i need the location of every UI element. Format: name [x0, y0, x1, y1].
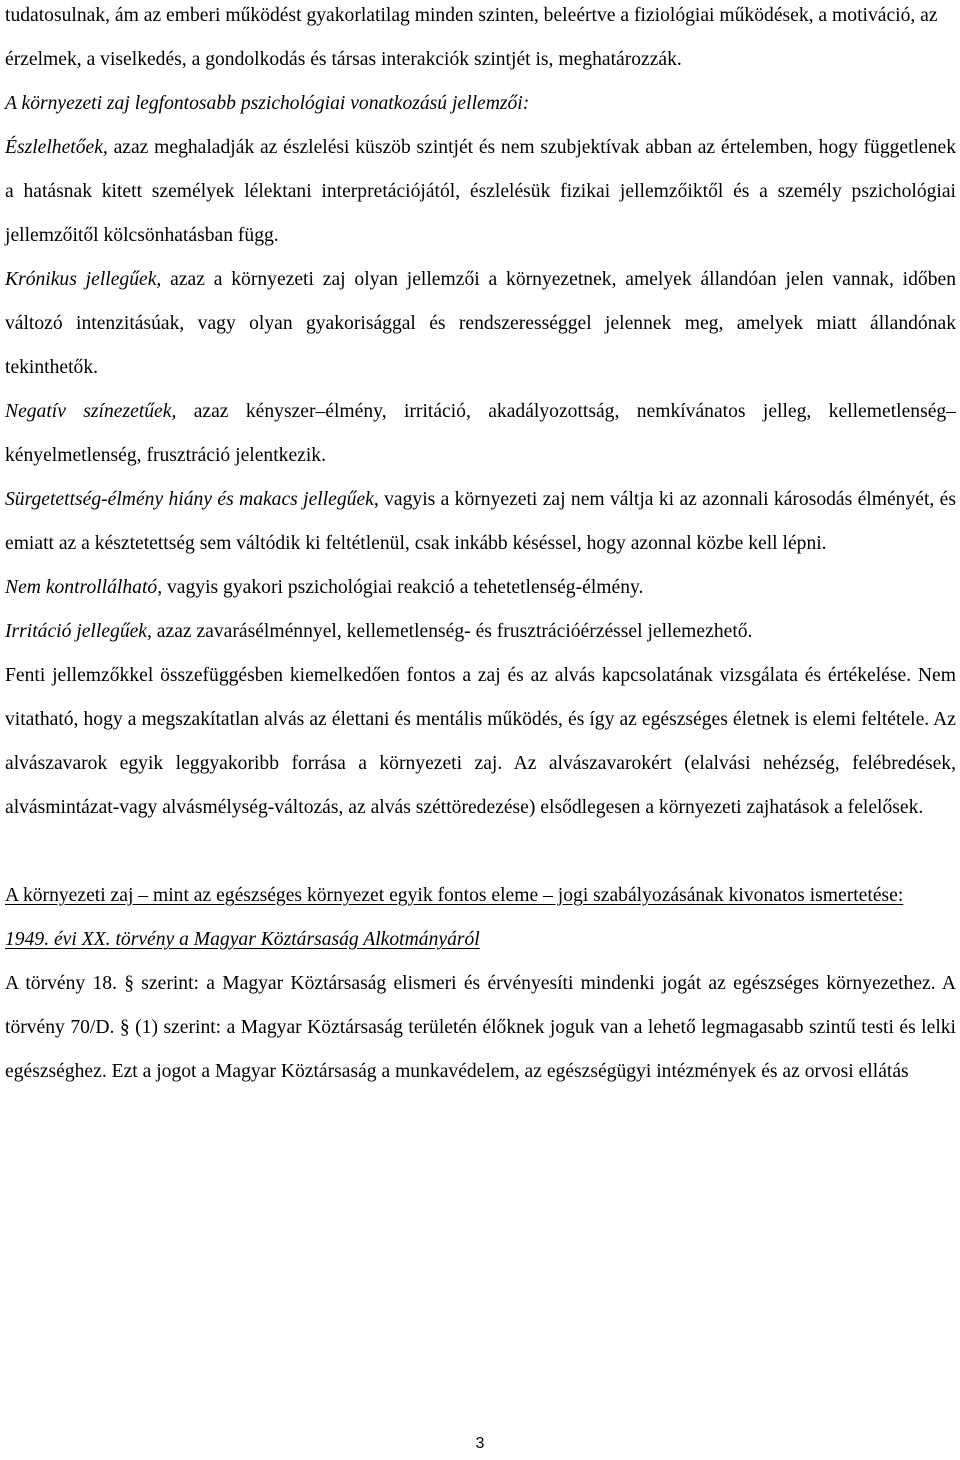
characteristic-label: Negatív színezetűek, [5, 401, 177, 422]
characteristic-label: Krónikus jellegűek, [5, 269, 162, 290]
law-paragraph: A törvény 18. § szerint: a Magyar Köztársaság elismeri és érvényesíti mindenki jogát az egészséges környezethez. A törvény 70/D. § (1) szerint: a Magyar Köztársaság területén élőknek joguk van a lehető legmagasabb szintű testi és lelki egészséghez. Ezt a jogot a Magyar Köztársaság a munkavédelem, az egészségügyi intézmények és az orvosi ellátás [5, 973, 956, 1082]
law-title: 1949. évi XX. törvény a Magyar Köztársaság Alkotmányáról [5, 929, 480, 950]
characteristic-item [5, 566, 956, 610]
characteristic-item [5, 126, 956, 258]
characteristic-item [5, 478, 956, 566]
legal-section-heading: A környezeti zaj – mint az egészséges környezet egyik fontos eleme – jogi szabályozásának kivonatos ismertetése: [5, 885, 904, 906]
intro-paragraph: tudatosulnak, ám az emberi működést gyakorlatilag minden szinten, beleértve a fiziológiai működések, a motiváció, az érzelmek, a viselkedés, a gondolkodás és társas interakciók szintjét is, meghatározzák. [5, 5, 938, 70]
document-body [5, 0, 956, 1094]
page-number: 3 [475, 1435, 485, 1452]
characteristic-text: azaz kényszer–élmény, irritáció, akadályozottság, nemkívánatos jelleg, kellemetlenség–kényelmetlenség, frusztráció jelentkezik. [5, 401, 956, 466]
characteristic-label: Irritáció jellegűek, [5, 621, 152, 642]
characteristic-label: Észlelhetőek, [5, 137, 108, 158]
characteristics-heading: A környezeti zaj legfontosabb pszichológiai vonatkozású jellemzői: [5, 93, 530, 114]
summary-paragraph: Fenti jellemzőkkel összefüggésben kiemelkedően fontos a zaj és az alvás kapcsolatának vizsgálata és értékelése. Nem vitatható, hogy a megszakítatlan alvás az élettani és mentális működés, és így az egészséges életnek is elemi feltétele. Az alvászavarok egyik leggyakoribb forrása a környezeti zaj. Az alvászavarokért (elalvási nehézség, felébredések, alvásmintázat-vagy alvásmélység-változás, az alvás széttöredezése) elsődlegesen a környezeti zajhatások a felelősek. [5, 665, 956, 818]
law-title-line [5, 918, 956, 962]
characteristic-label: Sürgetettség-élmény hiány és makacs jellegűek, [5, 489, 379, 510]
characteristic-text: azaz zavarásélménnyel, kellemetlenség- és frusztrációérzéssel jellemezhető. [151, 621, 753, 642]
characteristic-label: Nem kontrollálható, [5, 577, 163, 598]
characteristic-item [5, 610, 956, 654]
characteristic-item [5, 258, 956, 390]
characteristic-text: vagyis gyakori pszichológiai reakció a tehetetlenség-élmény. [162, 577, 644, 598]
characteristic-text: azaz meghaladják az észlelési küszöb szintjét és nem szubjektívak abban az értelemben, hogy függetlenek a hatásnak kitett személyek lélektani interpretációjától, észlelésük fizikai jellemzőiktől és a személy pszichológiai jellemzőitől kölcsönhatásban függ. [5, 137, 956, 246]
characteristic-text: azaz a környezeti zaj olyan jellemzői a környezetnek, amelyek állandóan jelen vannak, időben változó intenzitásúak, vagy olyan gyakorisággal és rendszerességgel jelennek meg, amelyek miatt állandónak tekinthetők. [5, 269, 956, 378]
characteristic-item [5, 390, 956, 478]
characteristic-text: vagyis a környezeti zaj nem váltja ki az azonnali károsodás élményét, és emiatt az a késztetettség sem váltódik ki feltétlenül, csak inkább késéssel, hogy azonnal közbe kell lépni. [5, 489, 956, 554]
